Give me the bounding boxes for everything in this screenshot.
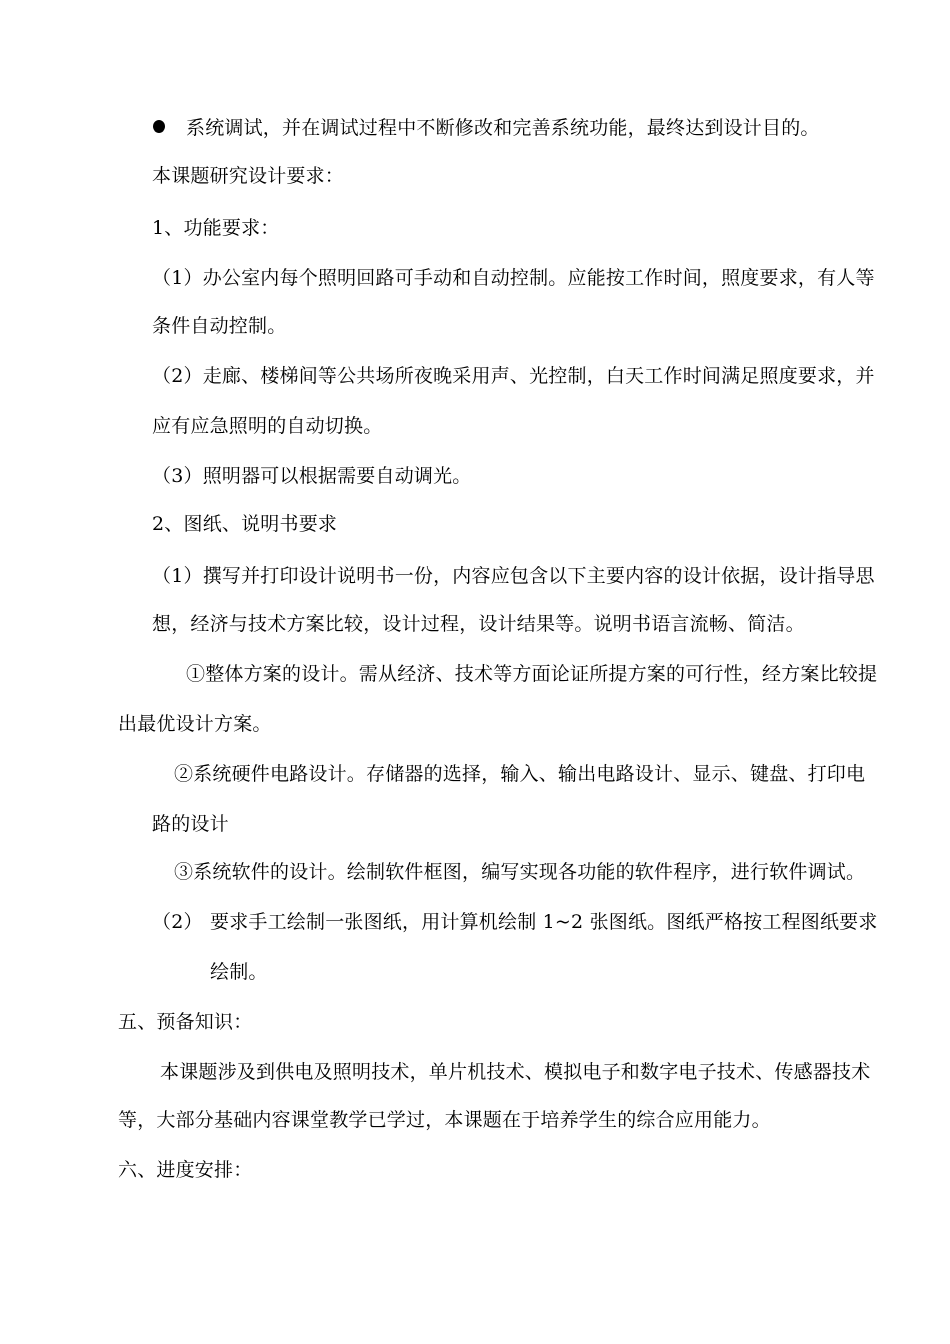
- paragraph-line: 绘制。: [210, 961, 268, 983]
- paragraph-line: ②系统硬件电路设计。存储器的选择，输入、输出电路设计、显示、键盘、打印电: [174, 763, 866, 785]
- bullet-dot: [153, 120, 165, 133]
- paragraph-line: （2）走廊、楼梯间等公共场所夜晚采用声、光控制，白天工作时间满足照度要求，并: [152, 365, 875, 387]
- paragraph-line: （1）办公室内每个照明回路可手动和自动控制。应能按工作时间，照度要求，有人等: [152, 267, 875, 289]
- subheading-drawing-requirements: 2、图纸、说明书要求: [152, 513, 338, 535]
- paragraph-line: 等，大部分基础内容课堂教学已学过，本课题在于培养学生的综合应用能力。: [118, 1109, 771, 1131]
- bullet-text: 系统调试，并在调试过程中不断修改和完善系统功能，最终达到设计目的。: [186, 117, 820, 139]
- paragraph-line: ③系统软件的设计。绘制软件框图，编写实现各功能的软件程序，进行软件调试。: [174, 861, 866, 883]
- paragraph-line: （1）撰写并打印设计说明书一份，内容应包含以下主要内容的设计依据，设计指导思: [152, 565, 875, 587]
- paragraph-line: 路的设计: [152, 813, 229, 835]
- paragraph-line: 应有应急照明的自动切换。: [152, 415, 383, 437]
- paragraph-line: 要求手工绘制一张图纸，用计算机绘制 1~2 张图纸。图纸严格按工程图纸要求: [210, 911, 878, 933]
- section-heading: 五、预备知识：: [118, 1011, 253, 1033]
- list-number: （2）: [152, 911, 203, 933]
- paragraph-line: 想，经济与技术方案比较，设计过程，设计结果等。说明书语言流畅、简洁。: [152, 613, 805, 635]
- paragraph-line: （3）照明器可以根据需要自动调光。: [152, 465, 472, 487]
- paragraph-line: 本课题涉及到供电及照明技术，单片机技术、模拟电子和数字电子技术、传感器技术: [160, 1061, 871, 1083]
- paragraph-line: 条件自动控制。: [152, 315, 287, 337]
- section-heading: 六、进度安排：: [118, 1159, 253, 1181]
- paragraph-line: ①整体方案的设计。需从经济、技术等方面论证所提方案的可行性，经方案比较提: [186, 663, 878, 685]
- paragraph-line: 出最优设计方案。: [118, 713, 272, 735]
- subheading-function-requirements: 1、功能要求：: [152, 217, 280, 239]
- section-heading: 本课题研究设计要求：: [152, 165, 345, 187]
